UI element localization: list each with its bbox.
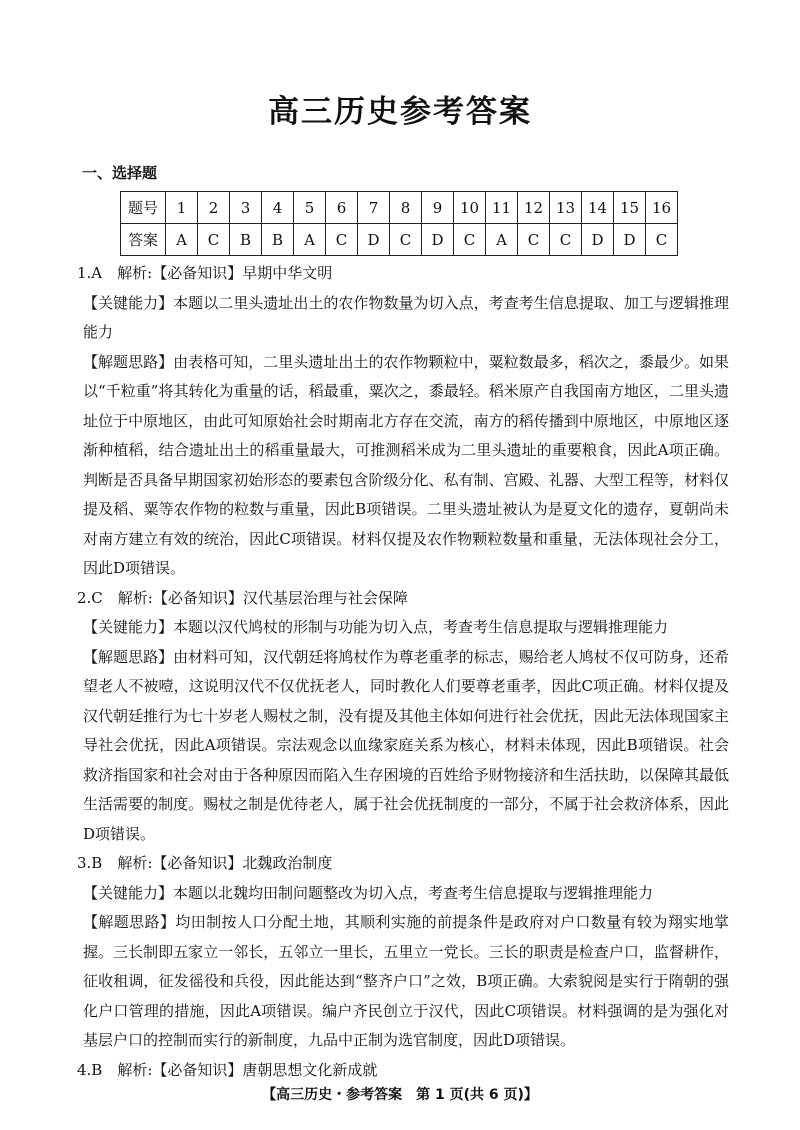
answer-cell: C	[646, 224, 678, 256]
key-ability: 【关键能力】本题以北魏均田制问题整改为切入点，考查考生信息提取与逻辑推理能力	[83, 883, 654, 902]
answer-cell: D	[614, 224, 646, 256]
number-row	[121, 192, 678, 224]
number-cell: 16	[646, 192, 678, 224]
answer-cell: D	[358, 224, 390, 256]
answer-cell: C	[198, 224, 230, 256]
question-heading: 1.A 解析:【必备知识】早期中华文明	[77, 264, 333, 282]
solution-analysis: 【解题思路】均田制按人口分配土地，其顺利实施的前提条件是政府对户口数量有较为翔实地掌握。三长制即五家立一邻长，五邻立一里长，五里立一党长。三长的职责是检查户口，监督耕作，征收租调，征发徭役和兵役，因此能达到“整齐户口”之效，B项正确。大索貌阅是实行于隋朝的强化户口管理的措施，因此A项错误。编户齐民创立于汉代，因此C项错误。材料强调的是为强化对基层户口的控制而实行的新制度，九品中正制为选官制度，因此D项错误。	[83, 913, 729, 1049]
key-ability: 【关键能力】本题以二里头遗址出土的农作物数量为切入点，考查考生信息提取、加工与逻辑推理能力	[83, 293, 729, 341]
question-3	[77, 849, 729, 1056]
answer-cell: C	[326, 224, 358, 256]
question-4	[77, 1056, 729, 1086]
number-cell: 12	[518, 192, 550, 224]
number-cell: 7	[358, 192, 390, 224]
number-cell: 5	[294, 192, 326, 224]
number-cell: 1	[166, 192, 198, 224]
answer-cell: C	[518, 224, 550, 256]
page-title: 高三历史参考答案	[268, 94, 532, 130]
answer-cell: D	[422, 224, 454, 256]
number-cell: 10	[454, 192, 486, 224]
question-heading: 2.C 解析:【必备知识】汉代基层治理与社会保障	[77, 588, 408, 607]
solution-analysis: 【解题思路】由材料可知，汉代朝廷将鸠杖作为尊老重孝的标志，赐给老人鸠杖不仅可防身，还希望老人不被噎，这说明汉代不仅优抚老人，同时教化人们要尊老重孝，因此C项正确。材料仅提及汉代朝廷推行为七十岁老人赐杖之制，没有提及其他主体如何进行社会优抚，因此无法体现国家主导社会优抚，因此A项错误。宗法观念以血缘家庭关系为核心，材料未体现，因此B项错误。社会救济指国家和社会对由于各种原因而陷入生存困境的百姓给予财物接济和生活扶助，以保障其最低生活需要的制度。赐杖之制是优待老人，属于社会优抚制度的一部分，不属于社会救济体系，因此D项错误。	[83, 647, 729, 843]
answer-cell: A	[486, 224, 518, 256]
explanations	[77, 259, 729, 1085]
question-heading: 3.B 解析:【必备知识】北魏政治制度	[77, 854, 333, 872]
number-cell: 6	[326, 192, 358, 224]
row-label: 题号	[121, 192, 166, 224]
number-cell: 2	[198, 192, 230, 224]
row-label: 答案	[121, 224, 166, 256]
question-2	[77, 584, 729, 850]
answer-cell: A	[294, 224, 326, 256]
answer-cell: C	[390, 224, 422, 256]
number-cell: 11	[486, 192, 518, 224]
number-cell: 14	[582, 192, 614, 224]
answer-cell: A	[166, 224, 198, 256]
number-cell: 13	[550, 192, 582, 224]
number-cell: 9	[422, 192, 454, 224]
answer-row	[121, 224, 678, 256]
number-cell: 15	[614, 192, 646, 224]
answer-table	[120, 191, 678, 256]
question-heading: 4.B 解析:【必备知识】唐朝思想文化新成就	[77, 1060, 378, 1079]
number-cell: 8	[390, 192, 422, 224]
answer-cell: B	[230, 224, 262, 256]
page-footer: 【高三历史・参考答案 第 1 页(共 6 页)】	[262, 1087, 538, 1103]
question-1	[77, 259, 729, 584]
answer-cell: C	[550, 224, 582, 256]
number-cell: 4	[262, 192, 294, 224]
answer-cell: D	[582, 224, 614, 256]
solution-analysis: 【解题思路】由表格可知，二里头遗址出土的农作物颗粒中，粟粒数最多，稻次之，黍最少。如果以“千粒重”将其转化为重量的话，稻最重，粟次之，黍最轻。稻米原产自我国南方地区，二里头遗址位于中原地区，由此可知原始社会时期南北方存在交流，南方的稻传播到中原地区，中原地区逐渐种植稻，结合遗址出土的稻重量最大，可推测稻米成为二里头遗址的重要粮食，因此A项正确。判断是否具备早期国家初始形态的要素包含阶级分化、私有制、宫殿、礼器、大型工程等，材料仅提及稻、粟等农作物的粒数与重量，因此B项错误。二里头遗址被认为是夏文化的遗存，夏朝尚未对南方建立有效的统治，因此C项错误。材料仅提及农作物颗粒数量和重量，无法体现社会分工，因此D项错误。	[83, 352, 729, 577]
section-heading: 一、选择题	[82, 164, 158, 182]
answer-cell: C	[454, 224, 486, 256]
answer-cell: B	[262, 224, 294, 256]
key-ability: 【关键能力】本题以汉代鸠杖的形制与功能为切入点，考查考生信息提取与逻辑推理能力	[83, 618, 669, 636]
number-cell: 3	[230, 192, 262, 224]
